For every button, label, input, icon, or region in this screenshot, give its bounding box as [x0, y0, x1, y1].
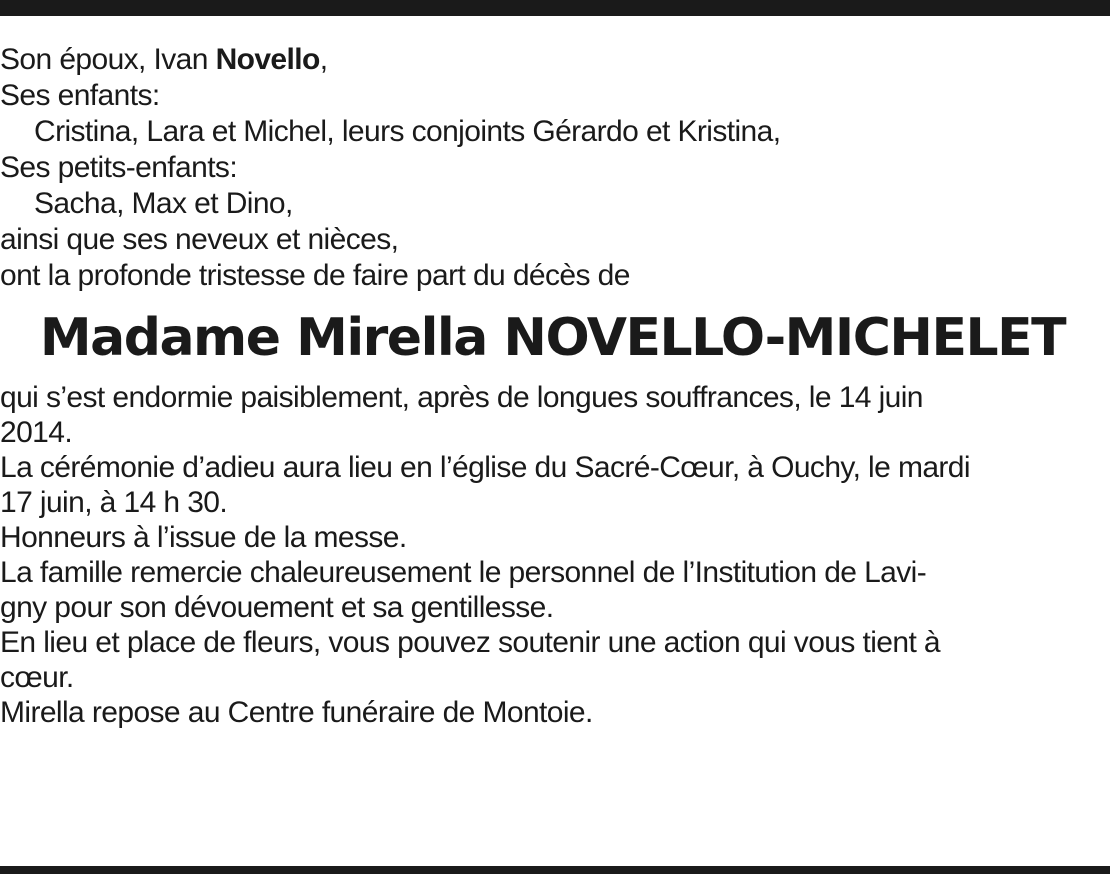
spouse-line	[0, 42, 1105, 78]
grandchildren-heading: Ses petits-enfants:	[0, 151, 238, 184]
ceremony-line-2: 17 juin, à 14 h 30.	[0, 486, 228, 519]
thanks-line-2: gny pour son dévouement et sa gentillesse.	[0, 591, 554, 624]
deceased-name: Madame Mirella NOVELLO-MICHELET	[39, 308, 1066, 368]
ceremony-line-1: La cérémonie d’adieu aura lieu en l’église du Sacré-Cœur, à Ouchy, le mardi	[0, 451, 970, 484]
honours-line: Honneurs à l’issue de la messe.	[0, 521, 407, 554]
grandchildren-names: Sacha, Max et Dino,	[34, 187, 293, 220]
announcement-line: ont la profonde tristesse de faire part du décès de	[0, 259, 630, 292]
flowers-line-1: En lieu et place de fleurs, vous pouvez soutenir une action qui vous tient à	[0, 626, 941, 659]
death-line-1: qui s’est endormie paisiblement, après de longues souffrances, le 14 juin	[0, 381, 923, 414]
spouse-surname: Novello	[215, 43, 320, 76]
children-heading: Ses enfants:	[0, 79, 160, 112]
details-block	[0, 380, 1105, 730]
flowers-line-2: cœur.	[0, 661, 74, 694]
thanks-line-1: La famille remercie chaleureusement le personnel de l’Institution de Lavi-	[0, 556, 927, 589]
spouse-prefix: Son époux, Ivan	[0, 43, 216, 76]
nephews-line: ainsi que ses neveux et nièces,	[0, 223, 399, 256]
top-divider	[0, 0, 1110, 16]
rest-line: Mirella repose au Centre funéraire de Montoie.	[0, 696, 593, 729]
spouse-suffix: ,	[319, 43, 328, 76]
children-names: Cristina, Lara et Michel, leurs conjoints Gérardo et Kristina,	[34, 115, 781, 148]
obituary-notice	[0, 42, 1105, 730]
death-line-2: 2014.	[0, 416, 73, 449]
bottom-divider	[0, 866, 1110, 874]
